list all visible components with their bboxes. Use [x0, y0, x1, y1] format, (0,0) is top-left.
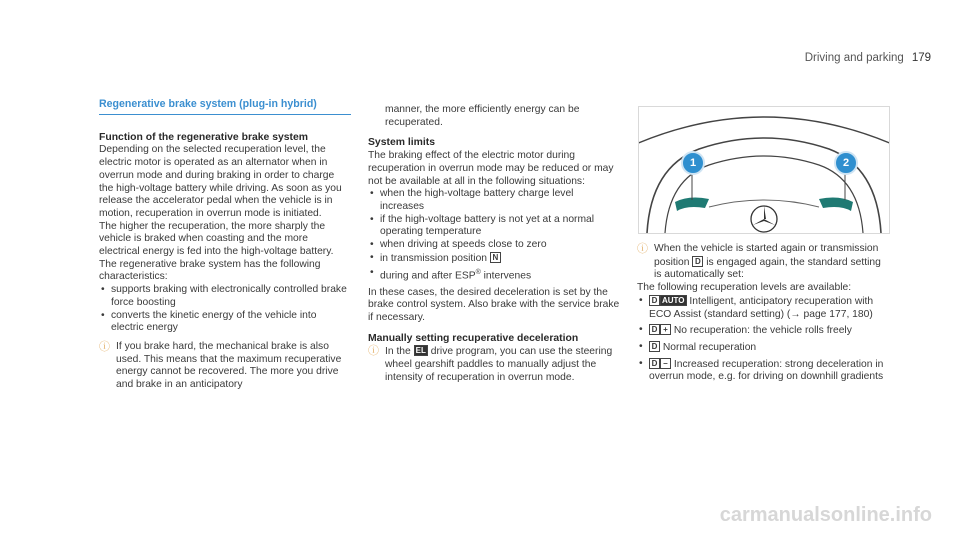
transmission-d-icon: D	[692, 256, 703, 267]
paragraph-2: The higher the recuperation, the more sharply the vehicle is braked when coasting and the more electrical energy is fed into the high-voltage battery.	[99, 220, 334, 258]
d-icon: D	[649, 358, 660, 369]
list-item: • if the high-voltage battery is not yet at a normal operating temperature	[368, 214, 620, 239]
d-icon: D	[649, 324, 660, 335]
list-item: • converts the kinetic energy of the vehicle into electric energy	[99, 310, 351, 335]
list-item: • during and after ESP® intervenes	[368, 267, 620, 283]
info-icon: ⓘ	[99, 340, 110, 353]
note-text: If you brake hard, the mechanical brake is also used. This means that the maximum recuperative energy cannot be recovered. The more you drive and brake in an anticipatory	[116, 340, 342, 391]
function-heading: Function of the regenerative brake system	[99, 131, 309, 143]
list-item: • in transmission position N	[368, 252, 620, 266]
el-program-icon: EL	[415, 346, 426, 356]
limits-paragraph: The braking effect of the electric motor during recuperation in overrun mode may be reduced or may not be available at all in the following situations:	[368, 150, 614, 187]
minus-icon: –	[660, 358, 671, 369]
column-3	[637, 243, 887, 384]
watermark: carmanualsonline.info	[719, 504, 932, 526]
d-icon: D	[649, 341, 660, 352]
cases-paragraph: In these cases, the desired deceleration is set by the brake control system. Also brake with the service brake if necessary.	[368, 286, 620, 323]
limits-heading: System limits	[368, 137, 435, 149]
note: ⓘ In the EL drive program, you can use the steering wheel gearshift paddles to manually adjust the intensity of recuperation in overrun mode.	[368, 345, 613, 383]
section-heading: Regenerative brake system (plug-in hybrid)	[99, 98, 351, 115]
limits-list	[368, 188, 620, 283]
note	[99, 341, 351, 392]
list-item: • D Normal recuperation	[637, 341, 887, 355]
plus-icon: +	[660, 324, 671, 335]
list-item: • supports braking with electronically controlled brake force boosting	[99, 284, 351, 309]
levels-list	[637, 295, 887, 384]
page-header	[805, 52, 931, 64]
callout-2: 2	[834, 151, 858, 175]
d-icon: D	[649, 295, 660, 306]
info-icon: ⓘ	[637, 243, 648, 255]
manual-heading: Manually setting recuperative deceleration	[368, 332, 579, 344]
column-1	[99, 98, 351, 392]
info-icon: ⓘ	[368, 345, 379, 358]
transmission-n-icon: N	[490, 252, 501, 263]
page-number: 179	[911, 52, 931, 64]
list-item: • D – Increased recuperation: strong deceleration in overrun mode, e.g. for driving on downhill gradients	[637, 358, 887, 384]
levels-paragraph: The following recuperation levels are available:	[637, 282, 852, 294]
characteristics-list	[99, 284, 351, 335]
list-item: • D + No recuperation: the vehicle rolls freely	[637, 324, 887, 338]
continued-text: manner, the more efficiently energy can be recuperated.	[385, 104, 580, 128]
paragraph-1: Depending on the selected recuperation level, the electric motor is operated as an alternator when in overrun mode and during braking in order to charge the high-voltage battery while driving. As soon as you release the accelerator pedal when the vehicle is in motion, recuperation in overrun mode is initiated.	[99, 144, 342, 219]
list-item: • when the high-voltage battery charge level increases	[368, 188, 620, 213]
list-item: • when driving at speeds close to zero	[368, 239, 620, 252]
column-2	[368, 104, 620, 384]
list-item: • D AUTO Intelligent, anticipatory recuperation with ECO Assist (standard setting) (→ page 177, 180)	[637, 295, 887, 321]
callout-1: 1	[681, 151, 705, 175]
note: ⓘ When the vehicle is started again or transmission position D is engaged again, the standard setting is automatically set:	[637, 243, 881, 281]
section-title: Driving and parking	[804, 52, 904, 64]
paragraph-3: The regenerative brake system has the following characteristics:	[99, 258, 321, 283]
steering-wheel-figure	[638, 106, 890, 234]
auto-icon: AUTO	[662, 295, 685, 305]
